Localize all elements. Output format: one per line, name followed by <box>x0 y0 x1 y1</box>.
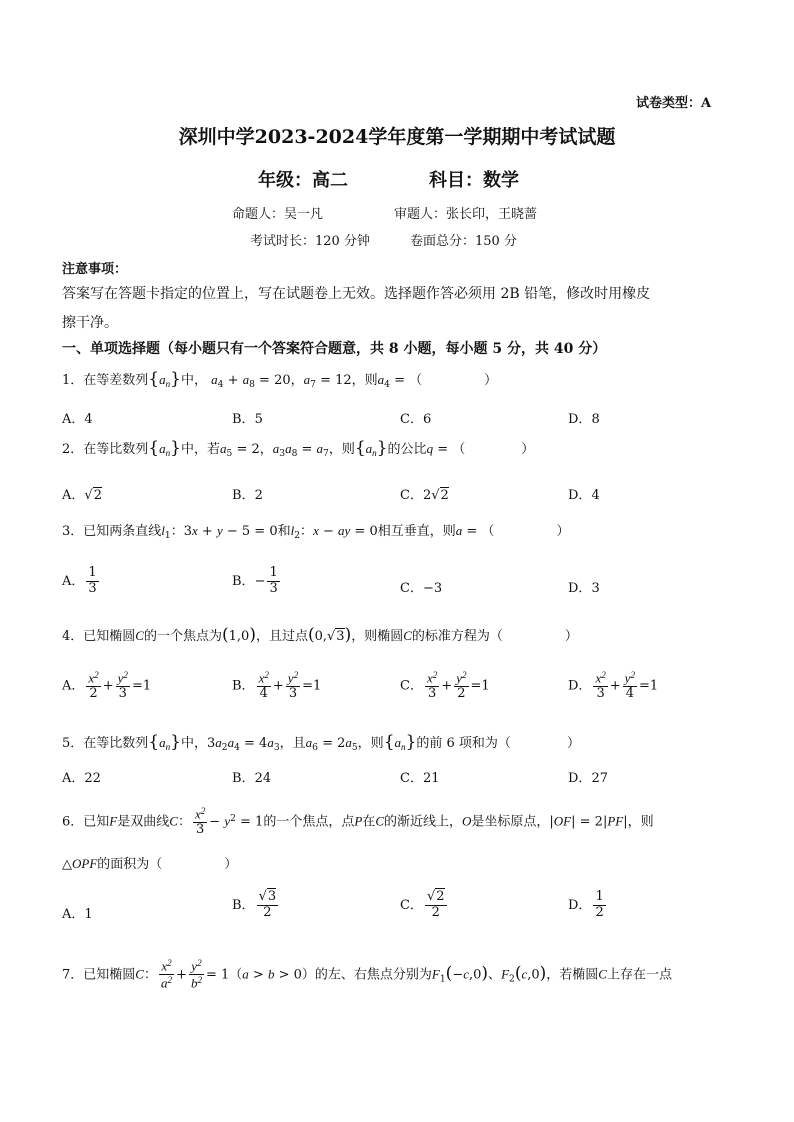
q1-option-a[interactable]: A．4 <box>62 412 93 427</box>
exam-title: 深圳中学2023-2024学年度第一学期期中考试试题 <box>178 126 616 148</box>
grade-label: 年级：高二 <box>258 170 348 191</box>
question-5: 5．在等比数列$\{a_n\}$中，$3a_2a_4 = 4a_3$，且$a_6 = 2a_5$，则$\{a_n\}$的前 6 项和为（ ） <box>62 732 580 754</box>
q3-option-b[interactable]: B．− $\frac{1}{3}$ <box>232 565 278 596</box>
question-1: 1．在等差数列$\{a_n\}$中， $a_4 + a_8 = 20$，$a_7 = 12$，则$a_4$ = （ ） <box>62 369 498 391</box>
q5-option-a[interactable]: A．22 <box>62 771 101 786</box>
question-6: 6．已知F是双曲线C： $\frac{x^2}{3}$ − $y^2 = 1$的一个焦点，点P在C的渐近线上，O是坐标原点，|OF| = 2|PF|，则 <box>62 806 654 838</box>
question-3: 3．已知两条直线$l_1$：3x + y − 5 = 0和$l_2$：x − ay = 0相互垂直，则a = （ ） <box>62 523 570 542</box>
reviewer-label: 审题人：张长印，王晓蔷 <box>394 207 538 222</box>
q6-option-b[interactable]: B． $\frac{√3}{2}$ <box>232 889 277 920</box>
q6-option-a[interactable]: A．1 <box>62 907 93 922</box>
q4-option-a[interactable]: A． $\frac{x^2}{2}$ + $\frac{y^2}{3}$ =1 <box>62 670 152 702</box>
q3-option-c[interactable]: C．−3 <box>400 581 443 596</box>
q5-option-c[interactable]: C．21 <box>400 771 440 786</box>
q4-option-d[interactable]: D． $\frac{x^2}{3}$ + $\frac{y^2}{4}$ =1 <box>568 670 659 702</box>
paper-type: 试卷类型：A <box>636 96 712 111</box>
q1-option-d[interactable]: D．8 <box>568 412 600 427</box>
subject-label: 科目：数学 <box>429 170 519 191</box>
q1-option-b[interactable]: B．5 <box>232 412 263 427</box>
notes-line-2: 擦干净。 <box>62 315 118 331</box>
q5-option-d[interactable]: D．27 <box>568 771 608 786</box>
q2-option-c[interactable]: C．2√2 <box>400 488 449 503</box>
notes-heading: 注意事项： <box>62 262 128 277</box>
q2-option-b[interactable]: B．2 <box>232 488 263 503</box>
question-4: 4．已知椭圆C的一个焦点为(1,0)，且过点(0,√3)，则椭圆C的标准方程为（ ） <box>62 625 578 645</box>
q2-option-d[interactable]: D．4 <box>568 488 600 503</box>
q5-option-b[interactable]: B．24 <box>232 771 272 786</box>
notes-line-1: 答案写在答题卡指定的位置上，写在试题卷上无效。选择题作答必须用 2B 铅笔，修改时用橡皮 <box>62 286 651 302</box>
section-1-heading: 一、单项选择题（每小题只有一个答案符合题意，共 8 小题，每小题 5 分，共 40 分） <box>62 341 607 357</box>
question-7: 7．已知椭圆C： $\frac{x^2}{a^2}$ + $\frac{y^2}{b^2}$ = 1（a > b > 0）的左、右焦点分别为$F_1(-c,0)$、$F_2(c,0)$，若椭圆C上存在一点 <box>62 958 672 992</box>
q4-option-c[interactable]: C． $\frac{x^2}{3}$ + $\frac{y^2}{2}$ =1 <box>400 670 490 702</box>
total-score-label: 卷面总分：150 分 <box>410 234 517 249</box>
q1-option-c[interactable]: C．6 <box>400 412 432 427</box>
question-number: 1． <box>62 373 84 388</box>
q6-option-c[interactable]: C． $\frac{√2}{2}$ <box>400 889 445 920</box>
q3-option-a[interactable]: A． $\frac{1}{3}$ <box>62 565 97 596</box>
q2-option-a[interactable]: A．√2 <box>62 488 102 503</box>
question-2: 2．在等比数列$\{a_n\}$中，若$a_5 = 2$，$a_3a_8 = a_7$，则$\{a_n\}$的公比q = （ ） <box>62 438 535 460</box>
author-label: 命题人：吴一凡 <box>232 207 324 222</box>
duration-label: 考试时长：120 分钟 <box>250 234 370 249</box>
q4-option-b[interactable]: B． $\frac{x^2}{4}$ + $\frac{y^2}{3}$ =1 <box>232 670 322 702</box>
question-6-cont: △OPF的面积为（ ） <box>62 856 238 872</box>
q3-option-d[interactable]: D．3 <box>568 581 600 596</box>
q6-option-d[interactable]: D． $\frac{1}{2}$ <box>568 889 604 920</box>
